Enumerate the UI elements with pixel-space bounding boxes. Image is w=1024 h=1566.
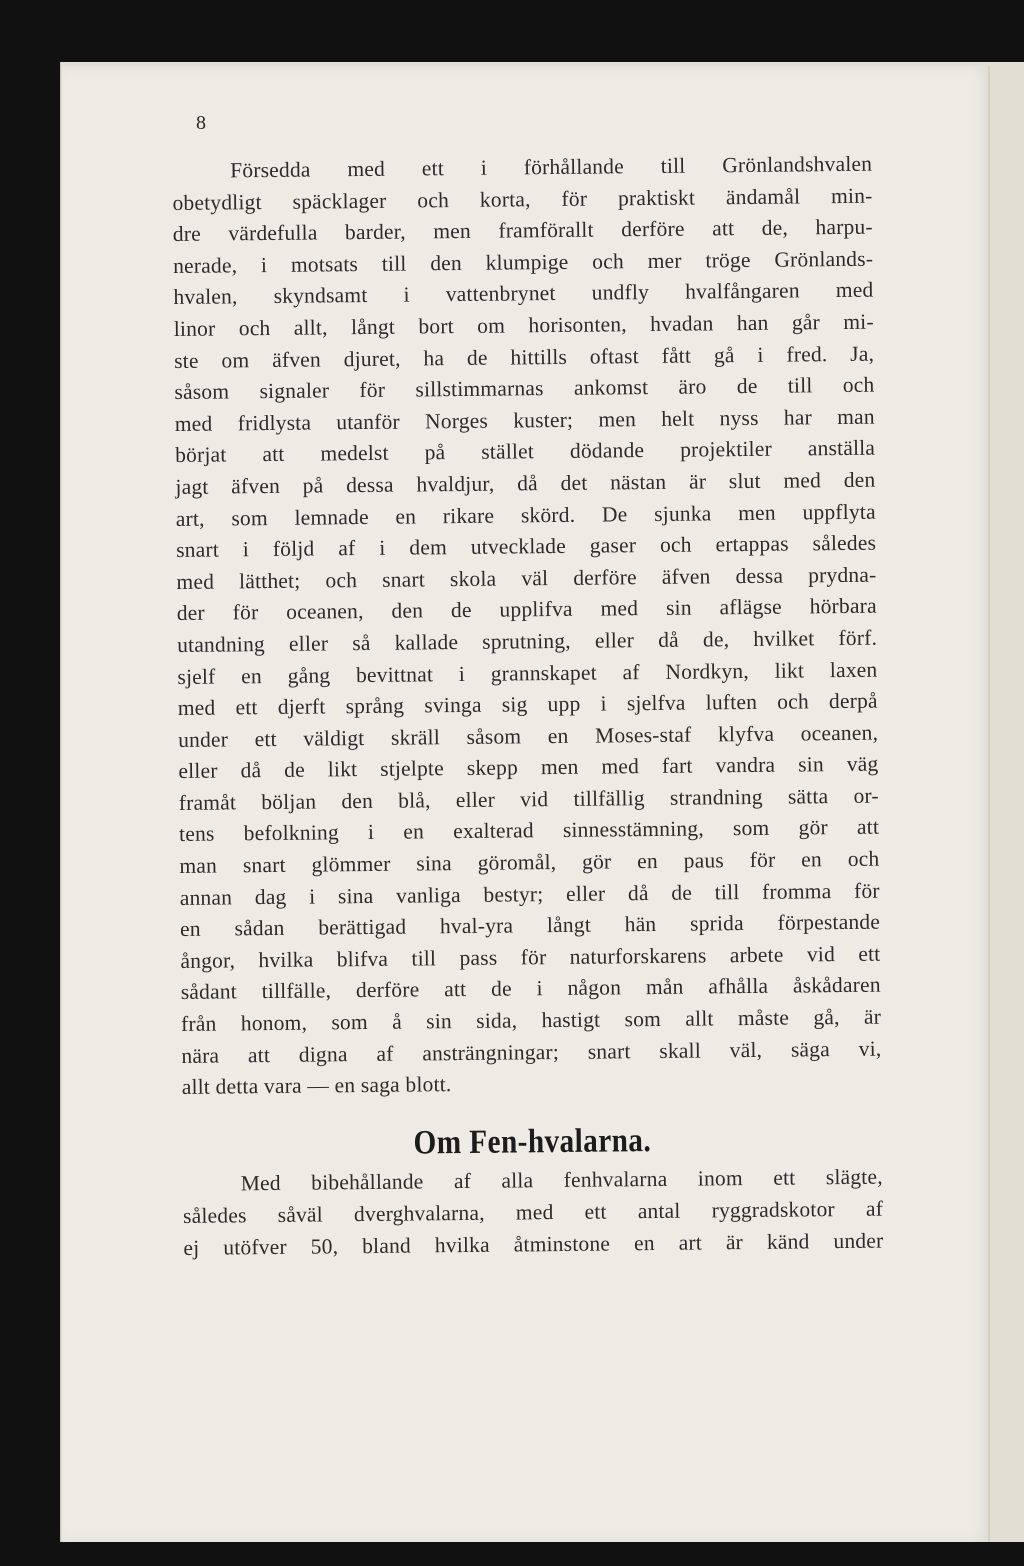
paragraph1-line: från honom, som å sin sida, hastigt som allt måste gå, är [180,1004,882,1036]
paragraph1-line: dre värdefulla barder, men framförallt derföre att de, harpu- [172,214,873,247]
paragraph1-line: såsom signaler för sillstimmarnas ankomst äro de till och [174,372,875,405]
paragraph1-line: nära att digna af ansträngningar; snart skall väl, säga vi, [181,1036,882,1068]
page-number: 8 [196,112,206,134]
paragraph1-line: snart i följd af i dem utvecklade gaser och ertappas således [176,530,877,563]
paragraph1-line: med fridlysta utanför Norges kuster; men helt nyss har man [174,404,875,436]
paragraph1-line: art, som lemnade en rikare skörd. De sjunka men uppflyta [175,499,876,531]
paragraph1-line: allt detta vara — en saga blott. [181,1072,452,1100]
paragraph2-line: Med bibehållande af alla fenhvalarna inom ett slägte, [240,1165,883,1196]
paragraph1-line: med lätthet; och snart skola väl derföre äfven dessa prydna- [176,562,877,594]
paragraph1-line: med ett djerft språng svinga sig upp i sjelfva luften och derpå [177,688,878,721]
paragraph1-line: hvalen, skyndsamt i vattenbrynet undfly hvalfångaren med [173,278,874,310]
paragraph1-line: Försedda med ett i förhållande till Grönlandshvalen [230,151,873,183]
paragraph1-line: jagt äfven på dessa hvaldjur, då det nästan är slut med den [175,467,876,499]
paragraph1-line: börjat att medelst på stället dödande projektiler anställa [175,435,876,468]
paragraph1-line: linor och allt, långt bort om horisonten, hvadan han går mi- [173,309,874,341]
paragraph-fin-whales [183,1162,884,1264]
paragraph1-line: der för oceanen, den de upplifva med sin aflägse hörbara [176,593,877,626]
paragraph1-line: eller då de likt stjelpte skepp men med fart vandra sin väg [178,751,879,784]
paragraph1-line: en sådan berättigad hval-yra långt hän sprida förpestande [179,909,881,942]
paragraph1-line: sjelf en gång bevittnat i grannskapet af Nordkyn, likt laxen [177,657,878,689]
section-heading: Om Fen-hvalarna. [413,1121,652,1162]
paragraph1-line: sådant tillfälle, derföre att de i någon mån afhålla åskådaren [180,973,881,1005]
paragraph1-line: nerade, i motsats till den klumpige och mer tröge Grönlands- [173,246,874,278]
paragraph1-line: framåt böljan den blå, eller vid tillfällig strandning sätta or- [178,783,879,815]
body-text [172,149,884,1264]
paragraph2-line: således såväl dverghvalarna, med ett antal ryggradskotor af [182,1196,884,1228]
paragraph1-line: ångor, hvilka blifva till pass för naturforskarens arbete vid ett [180,941,881,973]
paragraph1-line: man snart glömmer sina göromål, gör en paus för en och [179,846,880,879]
paragraph2-line: ej utöfver 50, bland hvilka åtminstone en art är känd under [183,1228,884,1260]
paragraph1-line: tens befolkning i en exalterad sinnesstämning, som gör att [178,815,880,847]
paragraph1-line: obetydligt späcklager och korta, för praktiskt ändamål min- [172,183,873,215]
paragraph1-line: annan dag i sina vanliga bestyr; eller då de till fromma för [179,878,880,910]
paragraph1-line: under ett väldigt skräll såsom en Moses-staf klyfva oceanen, [177,720,879,752]
paragraph1-line: utandning eller så kallade sprutning, eller då de, hvilket förf. [176,625,878,657]
paragraph-whales-intro [172,149,882,1104]
paragraph1-line: ste om äfven djuret, ha de hittills oftast fått gå i fred. Ja, [174,341,875,373]
